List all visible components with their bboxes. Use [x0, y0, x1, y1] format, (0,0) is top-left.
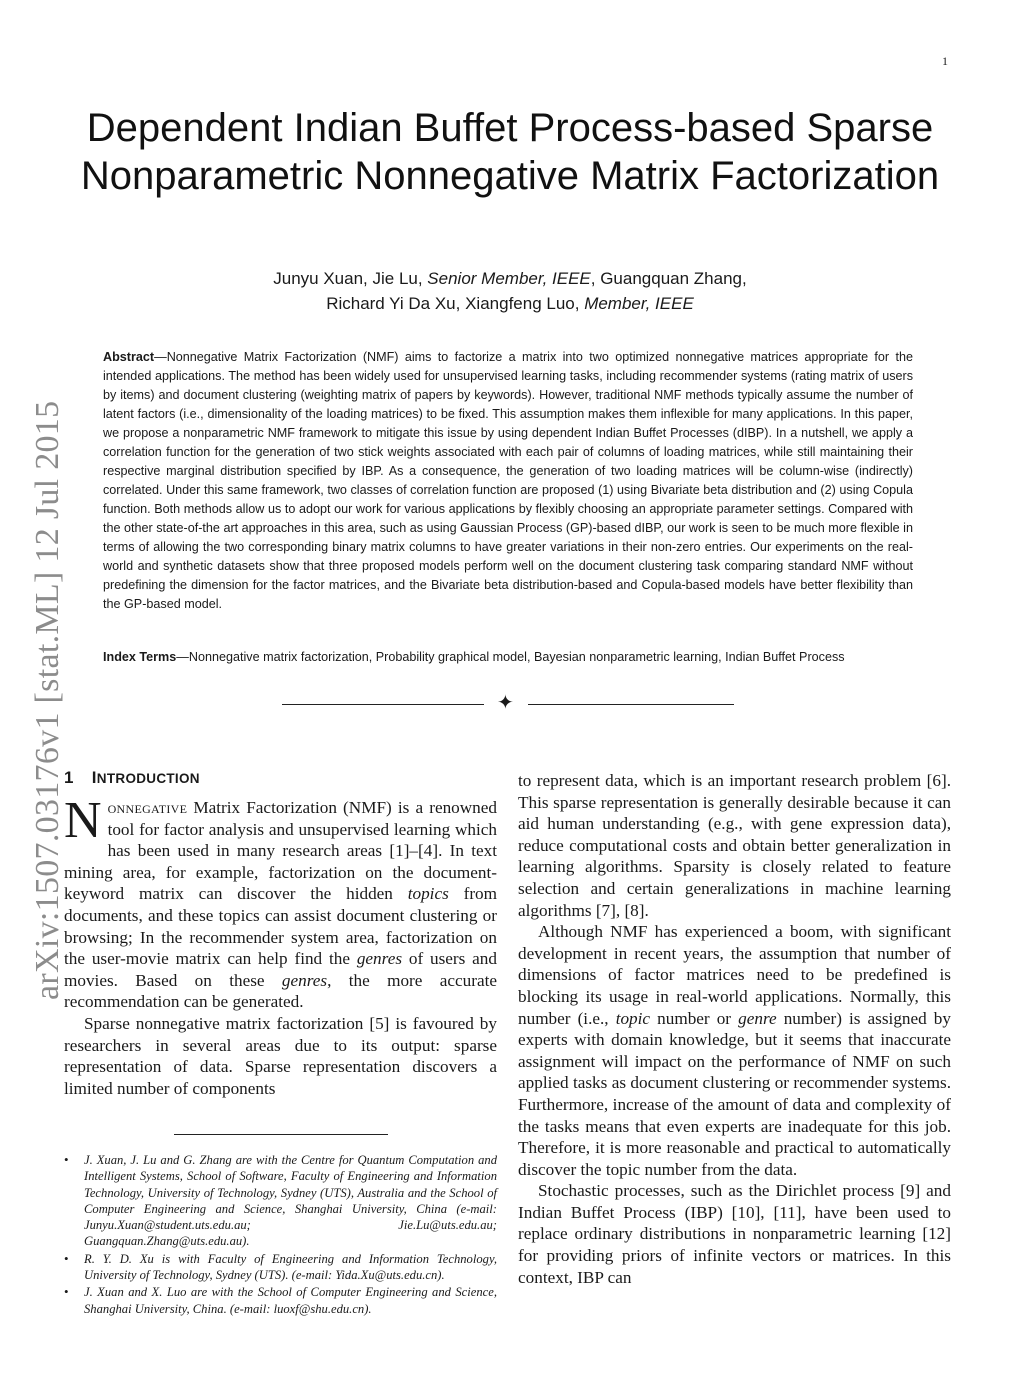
- left-paragraph-2: Sparse nonnegative matrix factorization [5] is favoured by researchers in several areas due to its output: sparse representation of data. Sparse representation discovers a limited number of components: [64, 1013, 497, 1098]
- footnote-item: [64, 1152, 497, 1250]
- text-run: from documents, and these topics can assist document clustering or browsing; In the recommender system area, factorization on the user-movie matrix can help find the: [64, 884, 497, 969]
- separator-star-icon: ✦: [497, 692, 514, 714]
- footnote-item: [64, 1284, 497, 1317]
- section-number: 1: [64, 768, 74, 787]
- text-run: Matrix Factorization (NMF) is a renowned tool for factor analysis and unsupervised learning which has been used in many research areas [1]–[4]. In text mining area, for example, factorization on the document-keyword matrix can discover the hidden: [64, 798, 497, 904]
- left-paragraph-1: [64, 792, 497, 1013]
- italic-term: topic: [615, 1008, 651, 1028]
- text-run: Although NMF has experienced a boom, with significant development in recent years, the assumption that number of dimensions of factor matrices need to be predefined is blocking its usage in real-world applications. Normally, this number (i.e.,: [518, 922, 951, 1028]
- authors-line1-rest: , Guangquan Zhang,: [590, 269, 747, 288]
- right-paragraph-3: Stochastic processes, such as the Dirichlet process [9] and Indian Buffet Process (IBP) [10], [11], have been used to replace ordinary distributions in nonparametric learning [12] for providing priors of infinite vectors or matrices. In this context, IBP can: [518, 1181, 951, 1287]
- index-terms-text: —Nonnegative matrix factorization, Probability graphical model, Bayesian nonparametric learning, Indian Buffet Process: [176, 650, 845, 664]
- text-run: , the more accurate recommendation can be generated.: [64, 970, 497, 1012]
- abstract-label: Abstract: [103, 350, 155, 364]
- bullet-icon: •: [64, 1284, 69, 1300]
- paper-title: Dependent Indian Buffet Process-based Sparse Nonparametric Nonnegative Matrix Factorization: [80, 106, 940, 198]
- footnote-text: J. Xuan, J. Lu and G. Zhang are with the Centre for Quantum Computation and Intelligent Systems, School of Software, Faculty of Engineering and Information Technology, University of Technology, Sydney (UTS), Australia and the School of Computer Engineering and Science, Shanghai University, China (e-mail: Junyu.Xuan@student.uts.edu.au; Jie.Lu@uts.edu.au; Guangquan.Zhang@uts.edu.au).: [84, 1153, 497, 1249]
- right-column: [518, 770, 951, 1288]
- right-paragraph-1: to represent data, which is an important research problem [6]. This sparse representation is generally desirable because it can aid human understanding (e.g., with gene expression data), reduce computational costs and obtain better generalization in learning algorithms. Sparsity is closely related to feature selection and certain generalizations in machine learning algorithms [7], [8].: [518, 771, 951, 920]
- footnote-item: [64, 1251, 497, 1284]
- arxiv-side-stamp: arXiv:1507.03176v1 [stat.ML] 12 Jul 2015: [29, 400, 66, 1000]
- index-terms: [103, 648, 913, 667]
- drop-cap: N: [64, 792, 102, 849]
- section-title-initial: I: [91, 768, 97, 787]
- section-heading: [64, 768, 200, 788]
- italic-term: genres: [356, 949, 403, 969]
- italic-term: topics: [407, 884, 449, 904]
- section-separator: [282, 692, 734, 714]
- index-terms-label: Index Terms: [103, 650, 177, 664]
- abstract: [103, 348, 913, 614]
- authors-line1-title: Senior Member, IEEE: [427, 269, 591, 288]
- page-number: 1: [942, 54, 948, 68]
- italic-term: genres: [281, 970, 328, 990]
- author-line-2: [90, 291, 930, 316]
- authors-line2-names: Richard Yi Da Xu, Xiangfeng Luo,: [326, 294, 585, 313]
- separator-line-left: [282, 704, 484, 705]
- right-paragraph-2: [518, 921, 951, 1180]
- footnote-text: R. Y. D. Xu is with Faculty of Engineering and Information Technology, University of Technology, Sydney (UTS). (e-mail: Yida.Xu@uts.edu.cn).: [84, 1251, 497, 1283]
- text-run: of users and movies. Based on these: [64, 949, 497, 990]
- italic-term: genre: [738, 1008, 777, 1028]
- author-list: [90, 266, 930, 316]
- section-title-rest: NTRODUCTION: [96, 771, 200, 786]
- bullet-icon: •: [64, 1152, 69, 1167]
- separator-line-right: [528, 704, 734, 705]
- footnotes: [64, 1152, 497, 1318]
- footnote-rule: [174, 1134, 388, 1135]
- footnote-text: J. Xuan and X. Luo are with the School of Computer Engineering and Science, Shanghai University, China. (e-mail: luoxf@shu.edu.cn).: [84, 1285, 497, 1316]
- authors-line2-title: Member, IEEE: [584, 294, 694, 313]
- left-column: [64, 792, 497, 1099]
- bullet-icon: •: [64, 1250, 69, 1266]
- abstract-text: —Nonnegative Matrix Factorization (NMF) aims to factorize a matrix into two optimized nonnegative matrices appropriate for the intended applications. The method has been widely used for unsupervised learning tasks, including recommender systems (rating matrix of users by items) and document clustering (weighting matrix of papers by keywords). However, traditional NMF methods typically assume the number of latent factors (i.e., dimensionality of the loading matrices) to be fixed. This assumption makes them inflexible for many applications. In this paper, we propose a nonparametric NMF framework to mitigate this issue by using dependent Indian Buffet Processes (dIBP). In a nutshell, we apply a correlation function for the generation of two stick weights associated with each pair of columns of loading matrices, while still maintaining their respective marginal distribution specified by IBP. As a consequence, the generation of two loading matrices will be column-wise (indirectly) correlated. Under this same framework, two classes of correlation function are proposed (1) using Bivariate beta distribution and (2) using Copula function. Both methods allow us to adopt our work for various applications by flexibly choosing an appropriate parameter settings. Compared with the other state-of-the art approaches in this area, such as using Gaussian Process (GP)-based dIBP, our work is seen to be much more flexible in terms of allowing the two corresponding binary matrix columns to have greater variations in their non-zero entries. Our experiments on the real-world and synthetic datasets show that three proposed models perform well on the document clustering task comparing standard NMF without predefining the dimension for the factor matrices, and the Bivariate beta distribution-based and Copula-based models have better flexibility than the GP-based model.: [103, 350, 913, 611]
- smallcaps-word: onnegative: [107, 798, 188, 817]
- author-line-1: [90, 266, 930, 291]
- text-run: number or: [650, 1008, 739, 1028]
- authors-line1-names: Junyu Xuan, Jie Lu,: [273, 269, 428, 288]
- text-run: number) is assigned by experts with domain knowledge, but it seems that inaccurate assignment will impact on the performance of NMF on such applied tasks as document clustering or recommender systems. Furthermore, increase of the amount of data and complexity of the tasks means that even experts are inadequate for this job. Therefore, it is more reasonable and practical to automatically discover the topic number from the data.: [518, 1008, 951, 1179]
